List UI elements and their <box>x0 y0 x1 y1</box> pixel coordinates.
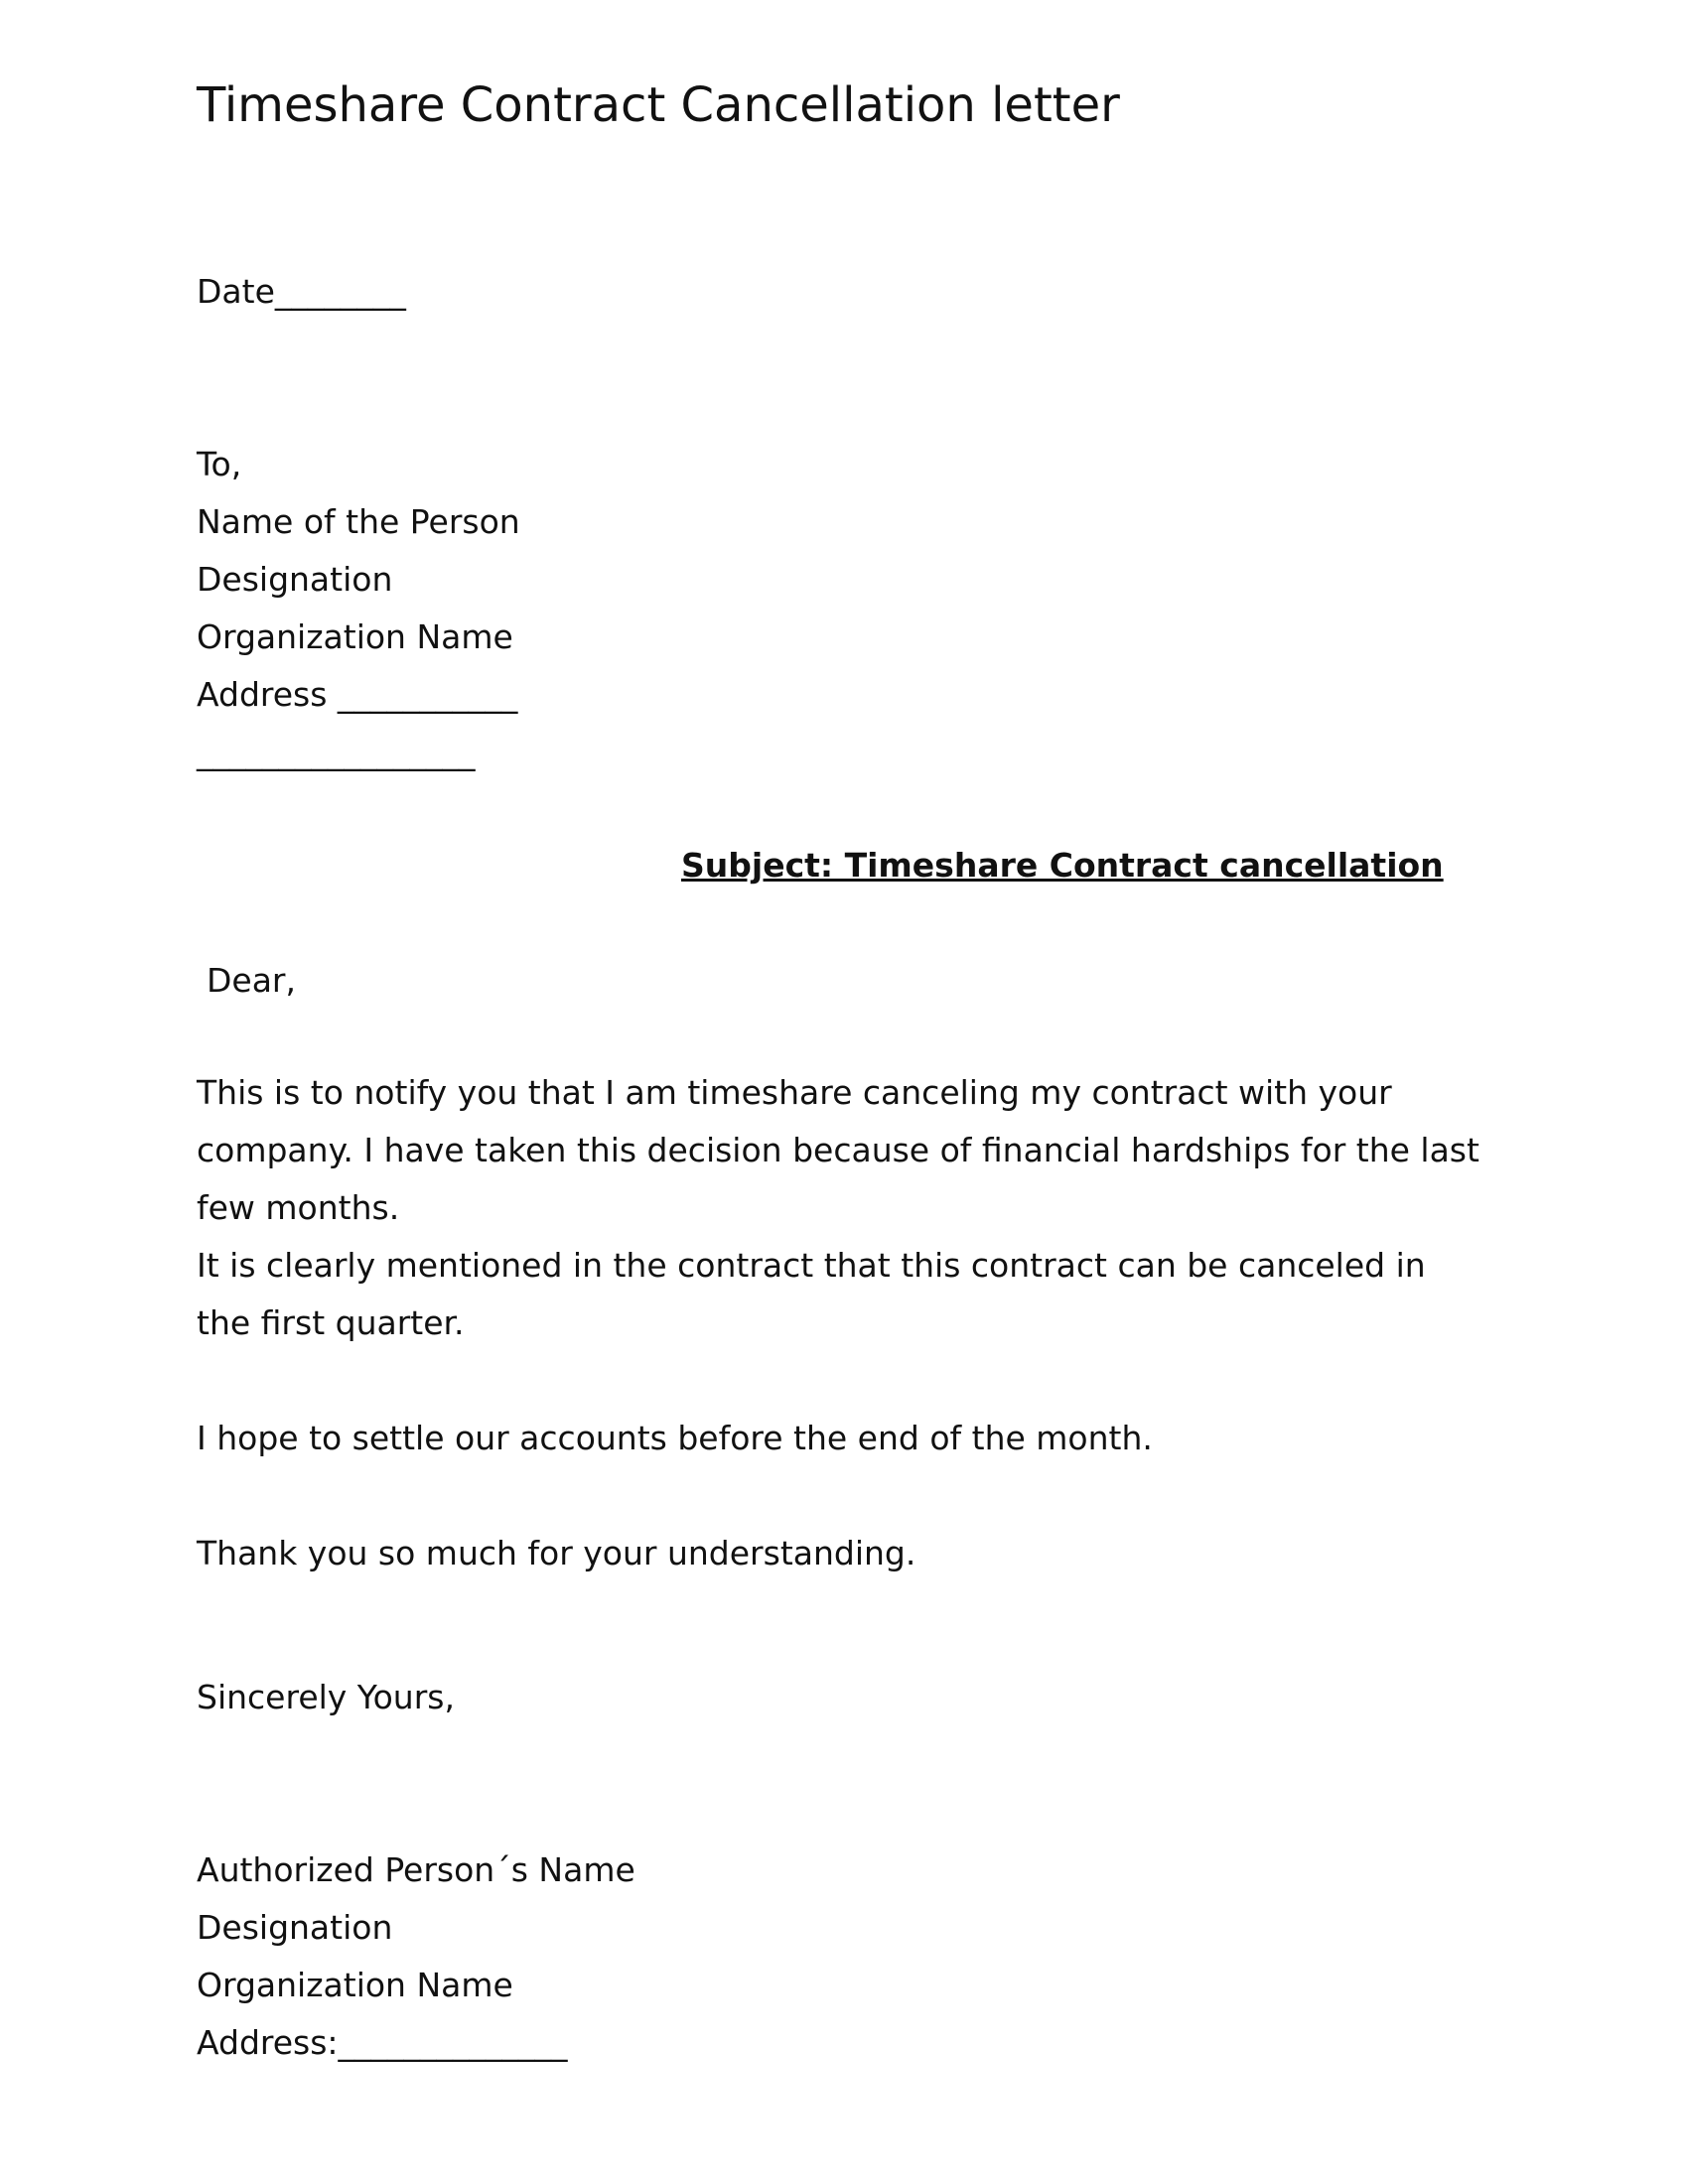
letter-title: Timeshare Contract Cancellation letter <box>197 77 1120 133</box>
body-paragraph-3: I hope to settle our accounts before the end of the month. <box>197 1419 1153 1457</box>
date-line: Date________ <box>197 272 406 311</box>
letter-subject: Subject: Timeshare Contract cancellation <box>681 846 1444 885</box>
recipient-organization: Organization Name <box>197 617 513 656</box>
sender-designation: Designation <box>197 1908 393 1947</box>
sender-address: Address:______________ <box>197 2023 568 2062</box>
sender-name: Authorized Person´s Name <box>197 1850 635 1889</box>
body-paragraph-4: Thank you so much for your understanding. <box>197 1534 916 1572</box>
recipient-address: Address ___________ <box>197 675 518 714</box>
recipient-name: Name of the Person <box>197 502 520 541</box>
recipient-address-blank: _________________ <box>197 733 476 771</box>
closing: Sincerely Yours, <box>197 1678 455 1716</box>
recipient-designation: Designation <box>197 560 393 599</box>
recipient-to: To, <box>197 445 242 483</box>
salutation: Dear, <box>207 961 296 1000</box>
body-paragraph-1: This is to notify you that I am timeshare canceling my contract with your company. I have taken this decision because of financial hardships for the last few months. <box>197 1073 1479 1227</box>
sender-organization: Organization Name <box>197 1966 513 2004</box>
body-paragraph-2: It is clearly mentioned in the contract that this contract can be canceled in the first quarter. <box>197 1246 1426 1342</box>
